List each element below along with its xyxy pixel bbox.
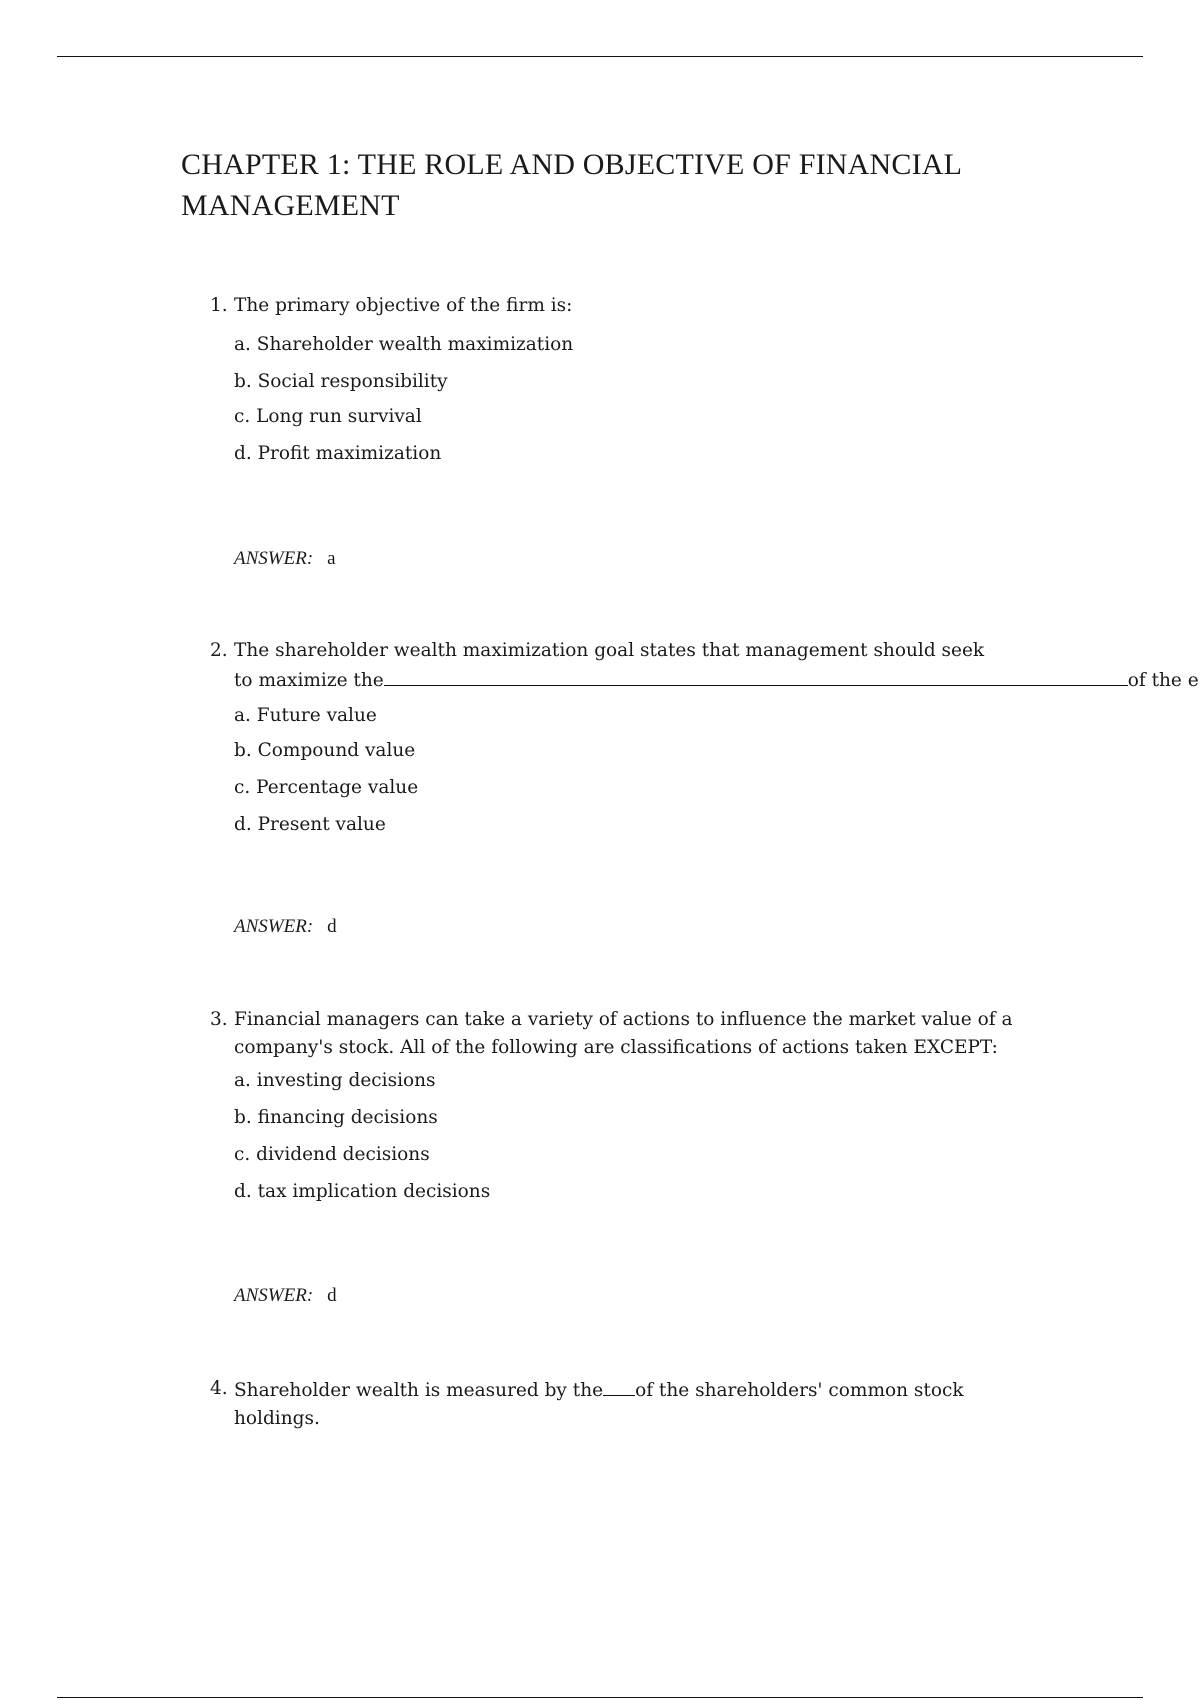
- question-text: The primary objective of the firm is:: [234, 295, 573, 316]
- question-number: 2.: [210, 640, 228, 661]
- question-stem: [210, 637, 1199, 665]
- option-d: d. tax implication decisions: [234, 1181, 491, 1202]
- question-text-after-blank: of the e: [1127, 670, 1199, 691]
- question-text-before-blank: to maximize the: [234, 670, 384, 691]
- fill-in-blank: [384, 665, 1128, 686]
- question-3: [210, 1006, 1013, 1202]
- question-stem: [210, 1375, 964, 1405]
- option-c: c. Percentage value: [234, 777, 419, 798]
- top-rule: [57, 56, 1143, 57]
- question-number: 1.: [210, 295, 228, 316]
- question-number: 4.: [210, 1378, 228, 1399]
- question-1: [210, 292, 573, 464]
- option-a: a. Shareholder wealth maximization: [234, 334, 574, 355]
- question-stem: [210, 1006, 1013, 1034]
- question-stem-line-2: [210, 1405, 964, 1433]
- option-b: b. Compound value: [234, 740, 416, 761]
- question-stem-line-2: [210, 665, 1199, 695]
- answer-value: d: [327, 916, 337, 937]
- question-stem-line-2: [210, 1034, 1013, 1062]
- question-4: [210, 1375, 964, 1433]
- question-text-after-blank: of the shareholders' common stock: [635, 1380, 964, 1401]
- question-2: [210, 637, 1199, 835]
- option-a: a. investing decisions: [234, 1070, 436, 1091]
- option-c: c. Long run survival: [234, 406, 422, 427]
- bottom-rule: [57, 1697, 1143, 1698]
- answer-value: a: [327, 548, 336, 569]
- option-b: b. Social responsibility: [234, 371, 448, 392]
- chapter-title: CHAPTER 1: THE ROLE AND OBJECTIVE OF FINANCIAL MANAGEMENT: [181, 148, 962, 222]
- question-stem: [210, 292, 573, 320]
- question-text-line-1: Financial managers can take a variety of actions to influence the market value of a: [234, 1009, 1013, 1030]
- answer-2: [234, 916, 337, 938]
- fill-in-blank: [603, 1375, 635, 1396]
- answer-label: ANSWER:: [234, 548, 314, 569]
- answer-3: [234, 1285, 337, 1307]
- answer-value: d: [327, 1285, 337, 1306]
- option-d: d. Present value: [234, 814, 386, 835]
- question-text-line-1: The shareholder wealth maximization goal states that management should seek: [234, 640, 985, 661]
- question-text-line-2: holdings.: [234, 1408, 320, 1429]
- question-text-before-blank: Shareholder wealth is measured by the: [234, 1380, 604, 1401]
- answer-1: [234, 548, 336, 570]
- option-c: c. dividend decisions: [234, 1144, 430, 1165]
- question-text-line-2: company's stock. All of the following are classifications of actions taken EXCEPT:: [234, 1037, 998, 1058]
- option-a: a. Future value: [234, 705, 377, 726]
- option-b: b. financing decisions: [234, 1107, 438, 1128]
- answer-label: ANSWER:: [234, 916, 314, 937]
- question-number: 3.: [210, 1009, 228, 1030]
- option-d: d. Profit maximization: [234, 443, 442, 464]
- answer-label: ANSWER:: [234, 1285, 314, 1306]
